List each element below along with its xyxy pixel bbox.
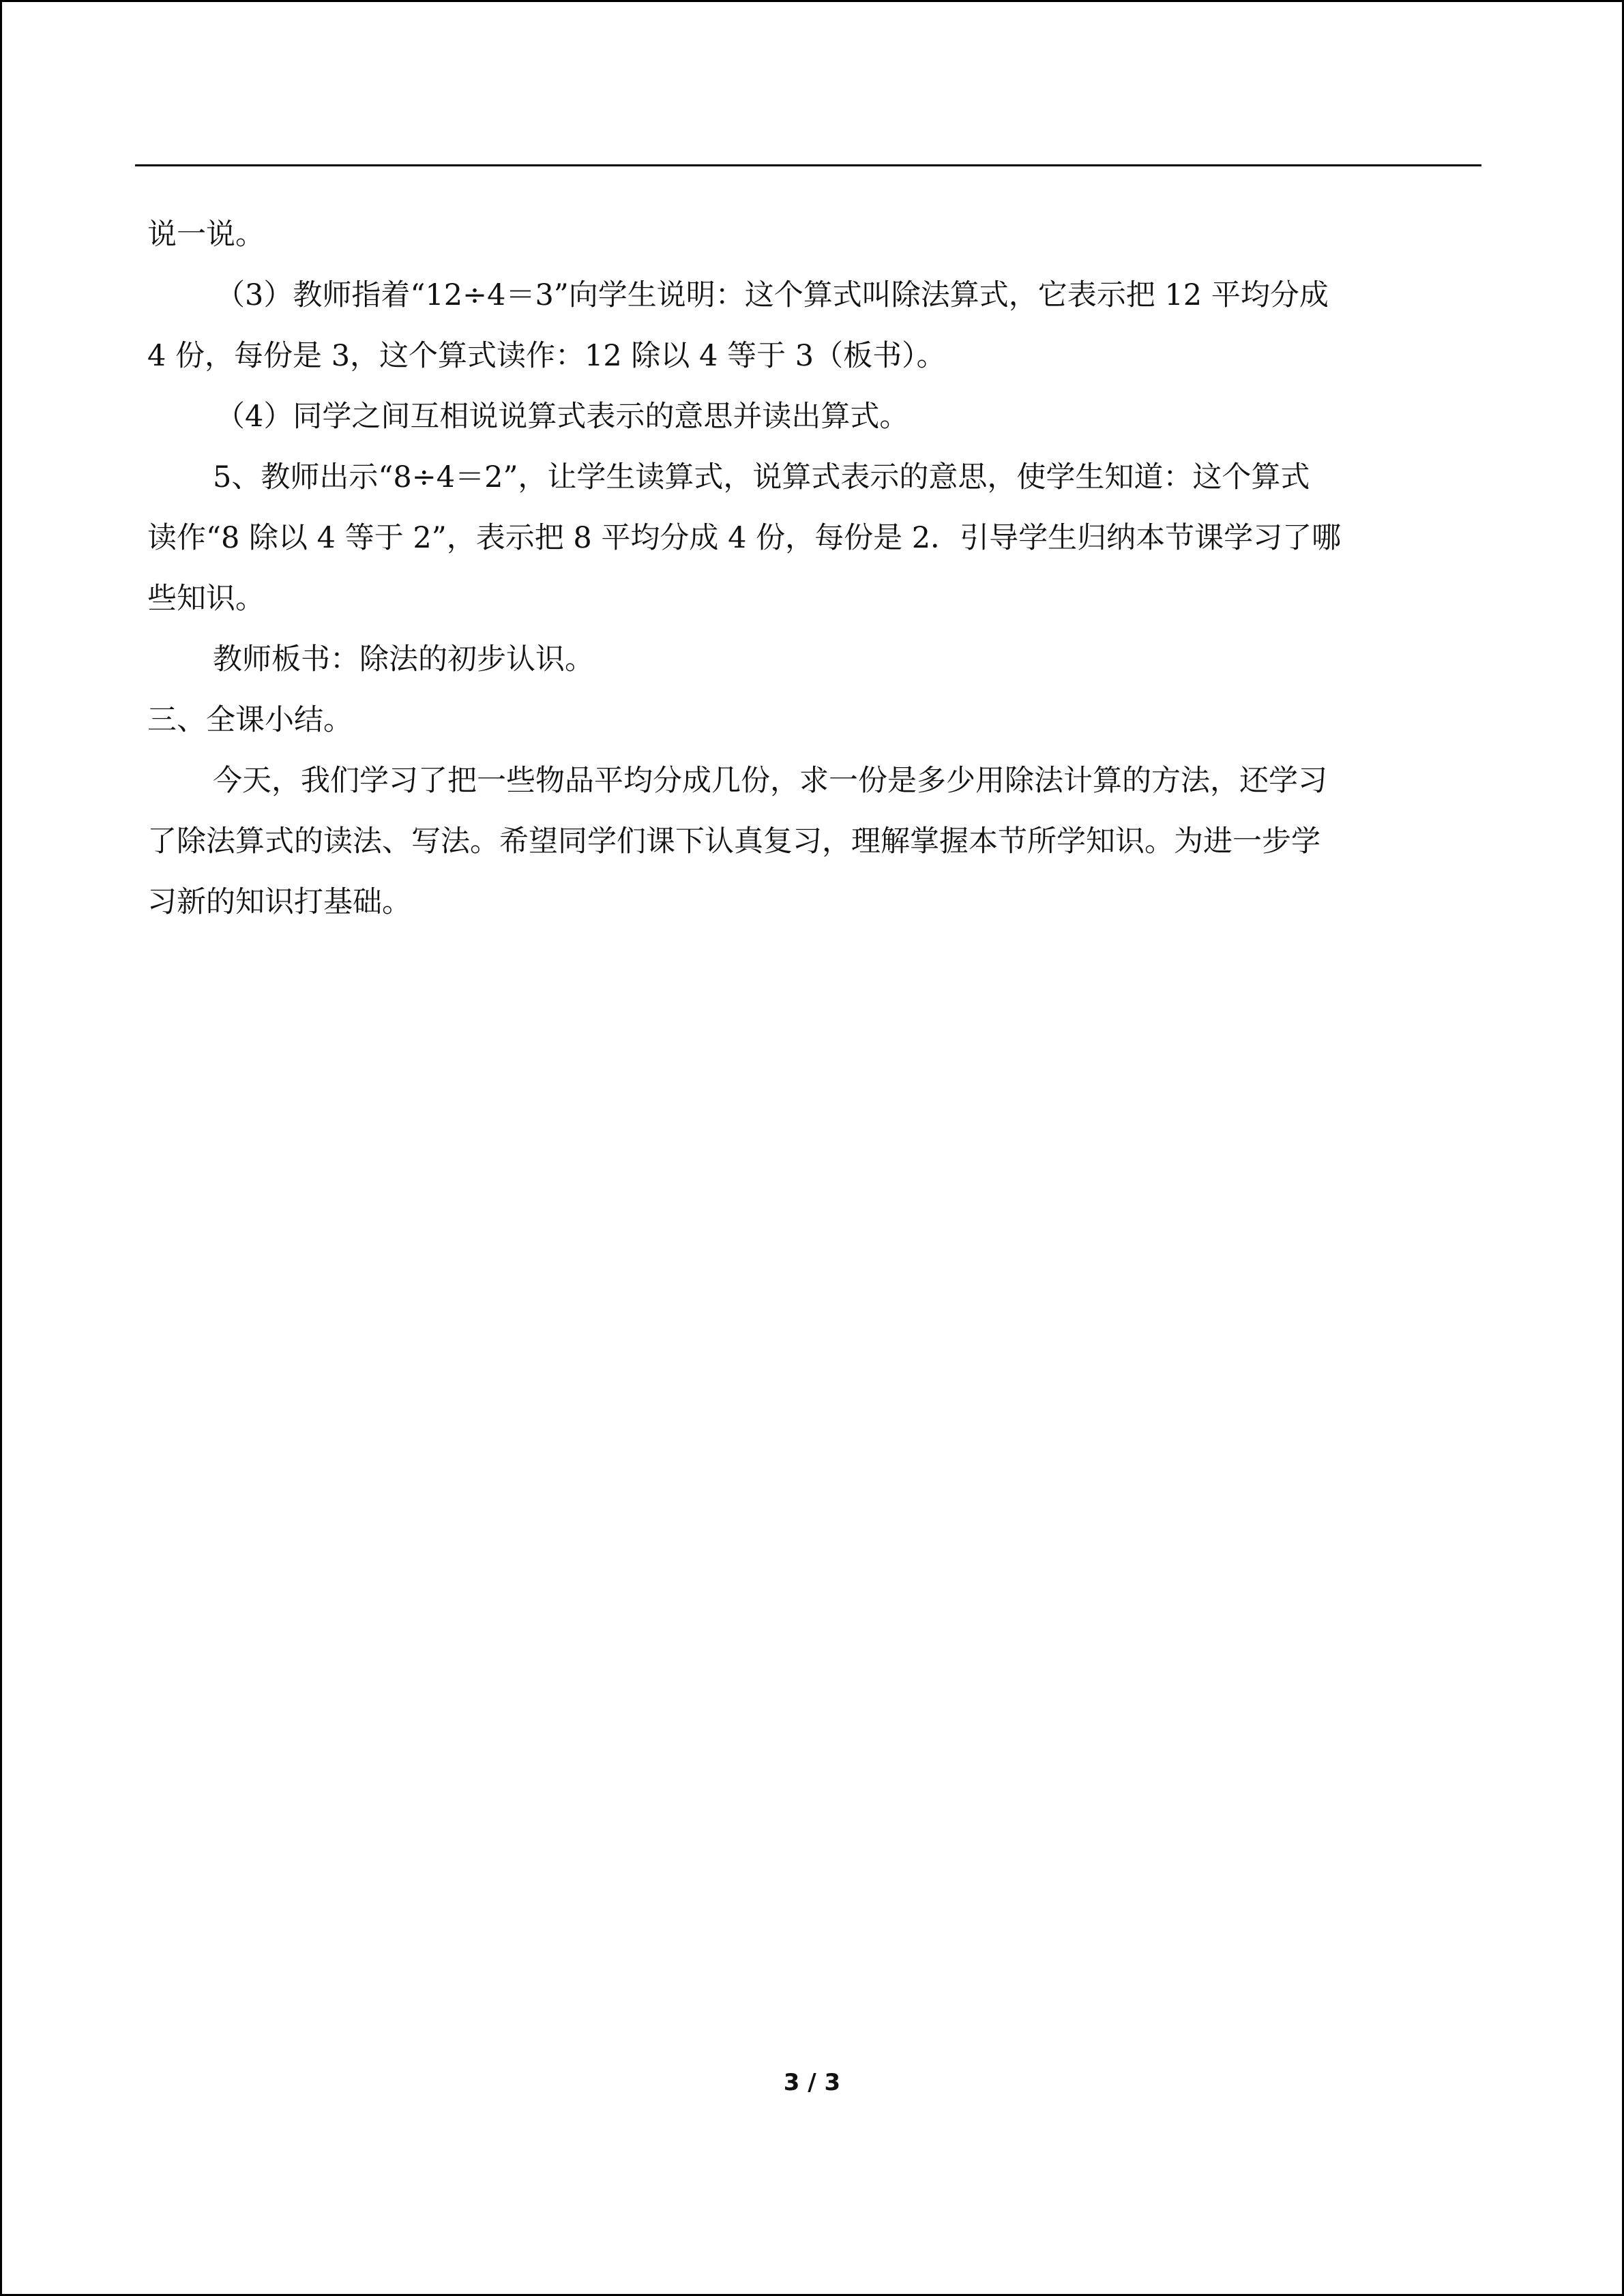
text-line: 说一说。 — [147, 218, 265, 252]
text-line: 了除法算式的读法、写法。希望同学们课下认真复习，理解掌握本节所学知识。为进一步学 — [147, 824, 1320, 859]
text-line: （4）同学之间互相说说算式表示的意思并读出算式。 — [216, 400, 909, 434]
text-line: 习新的知识打基础。 — [147, 885, 411, 919]
document-body — [147, 205, 1471, 933]
text-line: 教师板书：除法的初步认识。 — [213, 642, 594, 676]
text-line: 5、教师出示“8÷4＝2”，让学生读算式，说算式表示的意思，使学生知道：这个算式 — [213, 460, 1310, 494]
section-heading: 三、全课小结。 — [147, 703, 353, 737]
page-number: 3 / 3 — [783, 2069, 841, 2096]
text-line: 今天，我们学习了把一些物品平均分成几份，求一份是多少用除法计算的方法，还学习 — [213, 764, 1327, 798]
text-line: 读作“8 除以 4 等于 2”，表示把 8 平均分成 4 份，每份是 2．引导学生归纳本节课学习了哪 — [147, 521, 1342, 555]
text-line: （3）教师指着“12÷4＝3”向学生说明：这个算式叫除法算式，它表示把 12 平均分成 — [216, 278, 1329, 312]
header-divider — [135, 164, 1481, 166]
text-line: 些知识。 — [147, 582, 265, 616]
text-line: 4 份，每份是 3，这个算式读作：12 除以 4 等于 3（板书）。 — [147, 339, 946, 373]
